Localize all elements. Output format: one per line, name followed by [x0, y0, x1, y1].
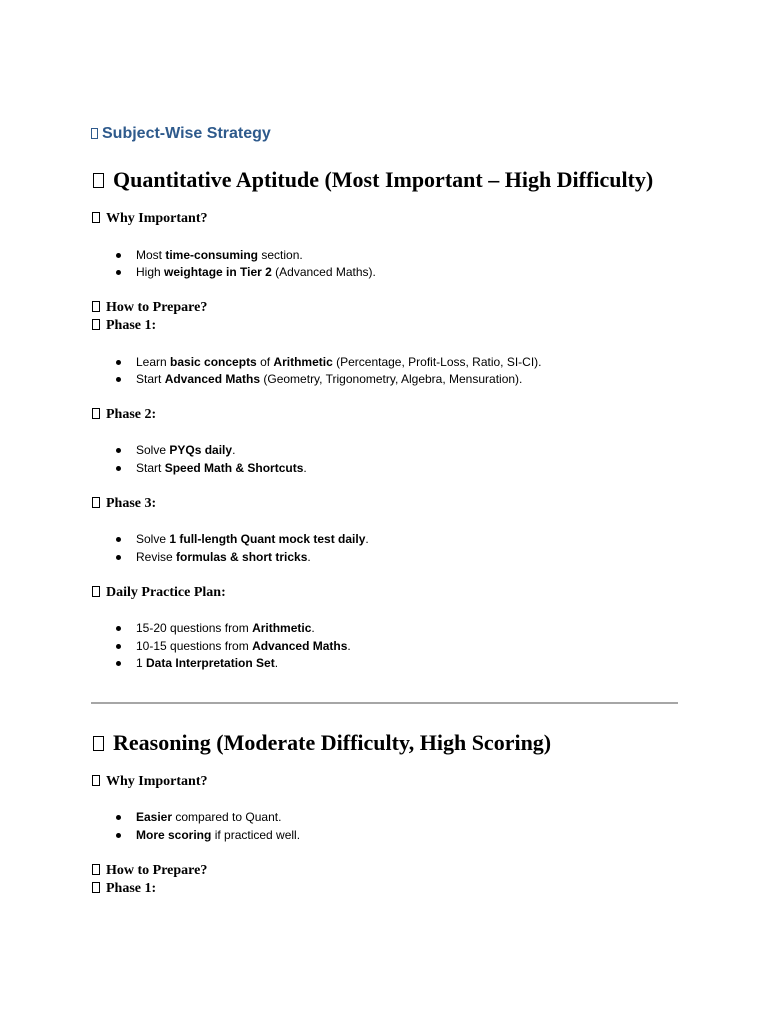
bullet-icon [116, 833, 121, 838]
list-item: Solve 1 full-length Quant mock test daily. [136, 532, 369, 546]
missing-glyph-icon [93, 173, 104, 188]
list-item: More scoring if practiced well. [136, 828, 301, 842]
section-title: Subject-Wise Strategy [91, 125, 271, 143]
missing-glyph-icon [92, 408, 100, 419]
list-item: 10-15 questions from Advanced Maths. [136, 639, 351, 653]
bullet-icon [116, 253, 121, 258]
quant-how-heading: How to Prepare? [92, 300, 207, 316]
bullet-icon [116, 377, 121, 382]
quant-why-heading: Why Important? [92, 211, 208, 227]
bullet-icon [116, 815, 121, 820]
bullet-icon [116, 661, 121, 666]
list-item: Solve PYQs daily. [136, 443, 236, 457]
missing-glyph-icon [92, 775, 100, 786]
list-item: Start Advanced Maths (Geometry, Trigonometry, Algebra, Mensuration). [136, 372, 523, 386]
quant-phase2-heading: Phase 2: [92, 407, 156, 423]
list-item: Learn basic concepts of Arithmetic (Percentage, Profit-Loss, Ratio, SI-CI). [136, 355, 542, 369]
list-item: Start Speed Math & Shortcuts. [136, 461, 307, 475]
list-item: High weightage in Tier 2 (Advanced Maths). [136, 265, 376, 279]
bullet-icon [116, 466, 121, 471]
reasoning-heading: Reasoning (Moderate Difficulty, High Scoring) [93, 730, 551, 756]
reasoning-why-heading: Why Important? [92, 774, 208, 790]
missing-glyph-icon [92, 586, 100, 597]
quant-phase3-heading: Phase 3: [92, 496, 156, 512]
quant-heading: Quantitative Aptitude (Most Important – High Difficulty) [93, 167, 653, 193]
horizontal-divider [91, 702, 678, 704]
list-item: Most time-consuming section. [136, 248, 303, 262]
list-item: Revise formulas & short tricks. [136, 550, 311, 564]
missing-glyph-icon [92, 212, 100, 223]
list-item: Easier compared to Quant. [136, 810, 282, 824]
missing-glyph-icon [92, 319, 100, 330]
bullet-icon [116, 626, 121, 631]
bullet-icon [116, 270, 121, 275]
bullet-icon [116, 448, 121, 453]
missing-glyph-icon [92, 882, 100, 893]
bullet-icon [116, 644, 121, 649]
bullet-icon [116, 537, 121, 542]
quant-phase1-heading: Phase 1: [92, 318, 156, 334]
list-item: 1 Data Interpretation Set. [136, 656, 279, 670]
quant-daily-heading: Daily Practice Plan: [92, 585, 226, 601]
reasoning-how-heading: How to Prepare? [92, 863, 207, 879]
missing-glyph-icon [92, 301, 100, 312]
missing-glyph-icon [93, 736, 104, 751]
missing-glyph-icon [92, 497, 100, 508]
missing-glyph-icon [91, 128, 98, 139]
bullet-icon [116, 555, 121, 560]
reasoning-phase1-heading: Phase 1: [92, 881, 156, 897]
missing-glyph-icon [92, 864, 100, 875]
list-item: 15-20 questions from Arithmetic. [136, 621, 315, 635]
bullet-icon [116, 360, 121, 365]
